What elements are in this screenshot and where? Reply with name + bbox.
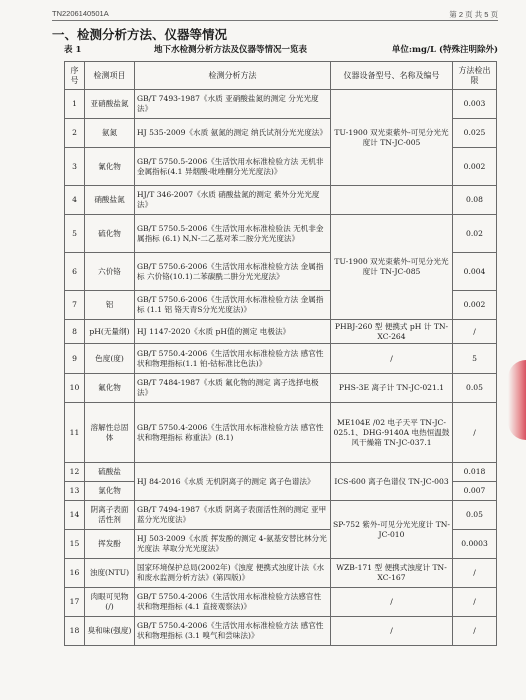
row-instrument: / xyxy=(331,617,453,646)
row-method: GB/T 5750.4-2006《生活饮用水标准检验方法 感官性状和物理指标(1.1 铂-钴标准比色法)》 xyxy=(135,344,331,374)
row-instrument: TU-1900 双光束紫外-可见分光光度计 TN-JC-005 xyxy=(331,90,453,186)
row-method: HJ 503-2009《水质 挥发酚的测定 4-氨基安替比林分光光度法 萃取分光光度法》 xyxy=(135,530,331,559)
table-row xyxy=(65,90,497,119)
row-limit: 0.007 xyxy=(453,482,497,501)
col-header-method: 检测分析方法 xyxy=(135,62,331,90)
row-no: 18 xyxy=(65,617,85,646)
row-no: 7 xyxy=(65,291,85,320)
row-method: GB/T 5750.4-2006《生活饮用水标准检验方法 感官性状和物理指标 称重法》(8.1) xyxy=(135,403,331,463)
table-row xyxy=(65,320,497,344)
table-row xyxy=(65,463,497,482)
row-method: GB/T 5750.4-2006《生活饮用水标准检验方法感官性状和物理指标 (4.1 直接观察法)》 xyxy=(135,588,331,617)
row-item: 色度(度) xyxy=(85,344,135,374)
table-row xyxy=(65,617,497,646)
table-row xyxy=(65,501,497,530)
row-limit: 0.0003 xyxy=(453,530,497,559)
row-instrument: WZB-171 型 便携式浊度计 TN-XC-167 xyxy=(331,559,453,588)
row-instrument: PHBJ-260 型 便携式 pH 计 TN-XC-264 xyxy=(331,320,453,344)
row-item: 氟化物 xyxy=(85,374,135,403)
row-method: HJ 535-2009《水质 氨氮的测定 纳氏试剂分光光度法》 xyxy=(135,119,331,148)
row-item: 亚硝酸盐氮 xyxy=(85,90,135,119)
row-limit: 5 xyxy=(453,344,497,374)
row-limit: 0.05 xyxy=(453,501,497,530)
row-method: GB/T 5750.4-2006《生活饮用水标准检验方法 感官性状和物理指标 (3.1 嗅气和尝味法)》 xyxy=(135,617,331,646)
row-item: 氰化物 xyxy=(85,148,135,186)
col-header-item: 检测项目 xyxy=(85,62,135,90)
table-unit: 单位:mg/L (特殊注明除外) xyxy=(391,45,498,55)
row-method: HJ 1147-2020《水质 pH值的测定 电极法》 xyxy=(135,320,331,344)
row-limit: 0.05 xyxy=(453,374,497,403)
row-method: 国家环境保护总局(2002年)《浊度 便携式浊度计法《水和废水监测分析方法》(第四版)》 xyxy=(135,559,331,588)
row-limit: / xyxy=(453,588,497,617)
row-no: 15 xyxy=(65,530,85,559)
table-row xyxy=(65,374,497,403)
row-no: 10 xyxy=(65,374,85,403)
row-no: 14 xyxy=(65,501,85,530)
row-method: HJ/T 346-2007《水质 硝酸盐氮的测定 紫外分光光度法》 xyxy=(135,186,331,215)
row-item: 氨氮 xyxy=(85,119,135,148)
table-number: 表 1 xyxy=(64,45,82,55)
row-no: 1 xyxy=(65,90,85,119)
report-number: TN2206140501A xyxy=(52,9,109,18)
table-row xyxy=(65,559,497,588)
table-caption xyxy=(64,43,498,57)
row-instrument: / xyxy=(331,588,453,617)
row-item: 六价铬 xyxy=(85,253,135,291)
col-header-limit: 方法检出限 xyxy=(453,62,497,90)
row-method: GB/T 7493-1987《水质 亚硝酸盐氮的测定 分光光度法》 xyxy=(135,90,331,119)
header-rule xyxy=(52,20,498,21)
row-no: 6 xyxy=(65,253,85,291)
section-title: 一、检测分析方法、仪器等情况 xyxy=(52,27,228,42)
row-instrument: SP-752 紫外-可见分光光度计 TN-JC-010 xyxy=(331,501,453,559)
row-limit: 0.08 xyxy=(453,186,497,215)
row-limit: 0.025 xyxy=(453,119,497,148)
table-row xyxy=(65,588,497,617)
row-item: 铝 xyxy=(85,291,135,320)
row-limit: 0.002 xyxy=(453,291,497,320)
row-instrument: PHS-3E 离子计 TN-JC-021.1 xyxy=(331,374,453,403)
page-header xyxy=(52,9,498,19)
col-header-no: 序号 xyxy=(65,62,85,90)
row-no: 11 xyxy=(65,403,85,463)
col-header-instrument: 仪器设备型号、名称及编号 xyxy=(331,62,453,90)
row-instrument: ME104E /02 电子天平 TN-JC-025.1、DHG-9140A 电热恒温鼓风干燥箱 TN-JC-037.1 xyxy=(331,403,453,463)
table-title: 地下水检测分析方法及仪器等情况一览表 xyxy=(154,45,308,55)
row-no: 5 xyxy=(65,215,85,253)
row-item: 硝酸盐氮 xyxy=(85,186,135,215)
row-instrument: / xyxy=(331,344,453,374)
row-no: 12 xyxy=(65,463,85,482)
row-item: 挥发酚 xyxy=(85,530,135,559)
row-item: 硫化物 xyxy=(85,215,135,253)
table-row xyxy=(65,344,497,374)
row-no: 17 xyxy=(65,588,85,617)
row-item: 浊度(NTU) xyxy=(85,559,135,588)
table-header-row xyxy=(65,62,497,90)
row-limit: 0.004 xyxy=(453,253,497,291)
table-row xyxy=(65,215,497,253)
row-instrument xyxy=(331,186,453,215)
row-method: GB/T 5750.5-2006《生活饮用水标准检验法 无机非金属指标 (6.1) N,N-二乙基对苯二胺分光光度法》 xyxy=(135,215,331,253)
row-item: 硫酸盐 xyxy=(85,463,135,482)
row-no: 8 xyxy=(65,320,85,344)
row-method: GB/T 7494-1987《水质 阴离子表面活性剂的测定 亚甲蓝分光光度法》 xyxy=(135,501,331,530)
row-limit: / xyxy=(453,320,497,344)
table-row xyxy=(65,403,497,463)
row-limit: / xyxy=(453,403,497,463)
row-limit: 0.002 xyxy=(453,148,497,186)
row-limit: 0.02 xyxy=(453,215,497,253)
row-method: GB/T 5750.6-2006《生活饮用水标准检验方法 金属指标 (1.1 铝 铬天青S分光光度法)》 xyxy=(135,291,331,320)
row-item: 肉眼可见物(/) xyxy=(85,588,135,617)
row-item: 臭和味(强度) xyxy=(85,617,135,646)
row-limit: / xyxy=(453,559,497,588)
page-number: 第 2 页 共 5 页 xyxy=(449,10,498,19)
row-limit: 0.003 xyxy=(453,90,497,119)
row-no: 13 xyxy=(65,482,85,501)
row-method: HJ 84-2016《水质 无机阴离子的测定 离子色谱法》 xyxy=(135,463,331,501)
method-table xyxy=(64,61,497,646)
row-no: 9 xyxy=(65,344,85,374)
row-no: 4 xyxy=(65,186,85,215)
row-method: GB/T 5750.5-2006《生活饮用水标准检验方法 无机非金属指标(4.1 异烟酸-吡唑酮分光光度法)》 xyxy=(135,148,331,186)
row-limit: 0.018 xyxy=(453,463,497,482)
row-no: 16 xyxy=(65,559,85,588)
row-item: 氯化物 xyxy=(85,482,135,501)
row-no: 2 xyxy=(65,119,85,148)
row-method: GB/T 7484-1987《水质 氟化物的测定 离子选择电极法》 xyxy=(135,374,331,403)
row-item: 溶解性总固体 xyxy=(85,403,135,463)
row-item: 阴离子表面活性剂 xyxy=(85,501,135,530)
table-row xyxy=(65,186,497,215)
row-limit: / xyxy=(453,617,497,646)
row-instrument: ICS-600 离子色谱仪 TN-JC-003 xyxy=(331,463,453,501)
row-method: GB/T 5750.6-2006《生活饮用水标准检验方法 金属指标 六价铬(10.1)二苯碳酰二肼分光光度法》 xyxy=(135,253,331,291)
row-item: pH(无量纲) xyxy=(85,320,135,344)
seal-stamp xyxy=(508,360,526,440)
row-instrument: TU-1900 双光束紫外-可见分光光度计 TN-JC-085 xyxy=(331,215,453,320)
row-no: 3 xyxy=(65,148,85,186)
